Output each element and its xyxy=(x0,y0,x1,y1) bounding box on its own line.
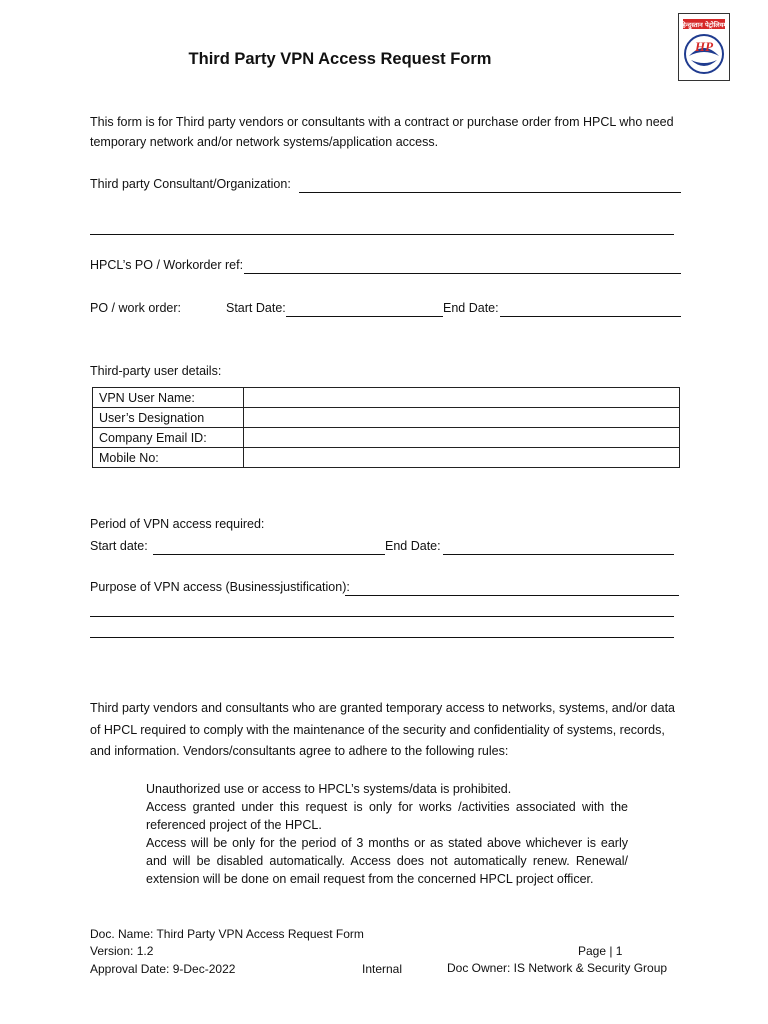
footer-approval-date: Approval Date: 9-Dec-2022 xyxy=(90,962,236,976)
purpose-field-line-3[interactable] xyxy=(90,623,674,638)
consultant-label: Third party Consultant/Organization: xyxy=(90,177,291,191)
po-end-date-label: End Date: xyxy=(443,301,499,315)
footer-doc-owner: Doc Owner: IS Network & Security Group xyxy=(447,961,668,975)
user-details-table xyxy=(92,387,680,468)
hp-logo-icon xyxy=(679,14,729,80)
footer-version: Version: 1.2 xyxy=(90,944,154,958)
user-detail-label: Mobile No: xyxy=(93,448,244,468)
period-start-field[interactable] xyxy=(153,540,385,555)
logo-letters: HP xyxy=(694,39,714,54)
logo-devanagari-text: हिन्दुस्तान पेट्रोलियम xyxy=(680,21,728,29)
hp-logo xyxy=(678,13,730,81)
list-item: Access will be only for the period of 3 months or as stated above whichever is early and will be disabled automatically. Access does not automatically renew. Renewal/ extension will be done on email request from the concerned HPCL project officer. xyxy=(146,836,628,886)
list-item: Access granted under this request is only for works /activities associated with the referenced project of the HPCL. xyxy=(146,800,628,832)
user-detail-label: Company Email ID: xyxy=(93,428,244,448)
user-detail-label: VPN User Name: xyxy=(93,388,244,408)
po-ref-field[interactable] xyxy=(244,259,681,274)
user-details-heading: Third-party user details: xyxy=(90,364,222,378)
po-end-date-field[interactable] xyxy=(500,302,681,317)
list-item: Unauthorized use or access to HPCL’s systems/data is prohibited. xyxy=(146,782,512,796)
vpn-user-name-field[interactable] xyxy=(244,388,680,408)
consultant-field-line-2[interactable] xyxy=(90,220,674,235)
table-row xyxy=(93,428,680,448)
po-start-date-label: Start Date: xyxy=(226,301,286,315)
intro-paragraph: This form is for Third party vendors or consultants with a contract or purchase order from HPCL who need temporary network and/or network systems/application access. xyxy=(90,115,674,149)
company-email-field[interactable] xyxy=(244,428,680,448)
footer-classification: Internal xyxy=(362,962,403,976)
table-row xyxy=(93,408,680,428)
purpose-field[interactable] xyxy=(345,581,679,596)
consultant-field[interactable] xyxy=(299,178,681,193)
table-row xyxy=(93,448,680,468)
period-start-label: Start date: xyxy=(90,539,148,553)
user-designation-field[interactable] xyxy=(244,408,680,428)
po-start-date-field[interactable] xyxy=(286,302,443,317)
terms-intro: Third party vendors and consultants who are granted temporary access to networks, systems, and/or data of HPCL required to comply with the maintenance of the security and confidentiality of systems, records, and information. Vendors/consultants agree to adhere to the following rules: xyxy=(90,701,676,758)
period-heading: Period of VPN access required: xyxy=(90,517,265,531)
terms-rules-list xyxy=(146,780,628,888)
page-title: Third Party VPN Access Request Form xyxy=(188,50,492,68)
purpose-label: Purpose of VPN access (Businessjustification): xyxy=(90,580,350,594)
period-end-label: End Date: xyxy=(385,539,441,553)
period-end-field[interactable] xyxy=(443,540,674,555)
purpose-field-line-2[interactable] xyxy=(90,602,674,617)
mobile-no-field[interactable] xyxy=(244,448,680,468)
footer-doc-name: Doc. Name: Third Party VPN Access Request Form xyxy=(90,927,364,941)
po-work-order-label: PO / work order: xyxy=(90,301,181,315)
user-detail-label: User’s Designation xyxy=(93,408,244,428)
table-row xyxy=(93,388,680,408)
po-ref-label: HPCL’s PO / Workorder ref: xyxy=(90,258,244,272)
footer-page-number: Page | 1 xyxy=(578,944,623,958)
